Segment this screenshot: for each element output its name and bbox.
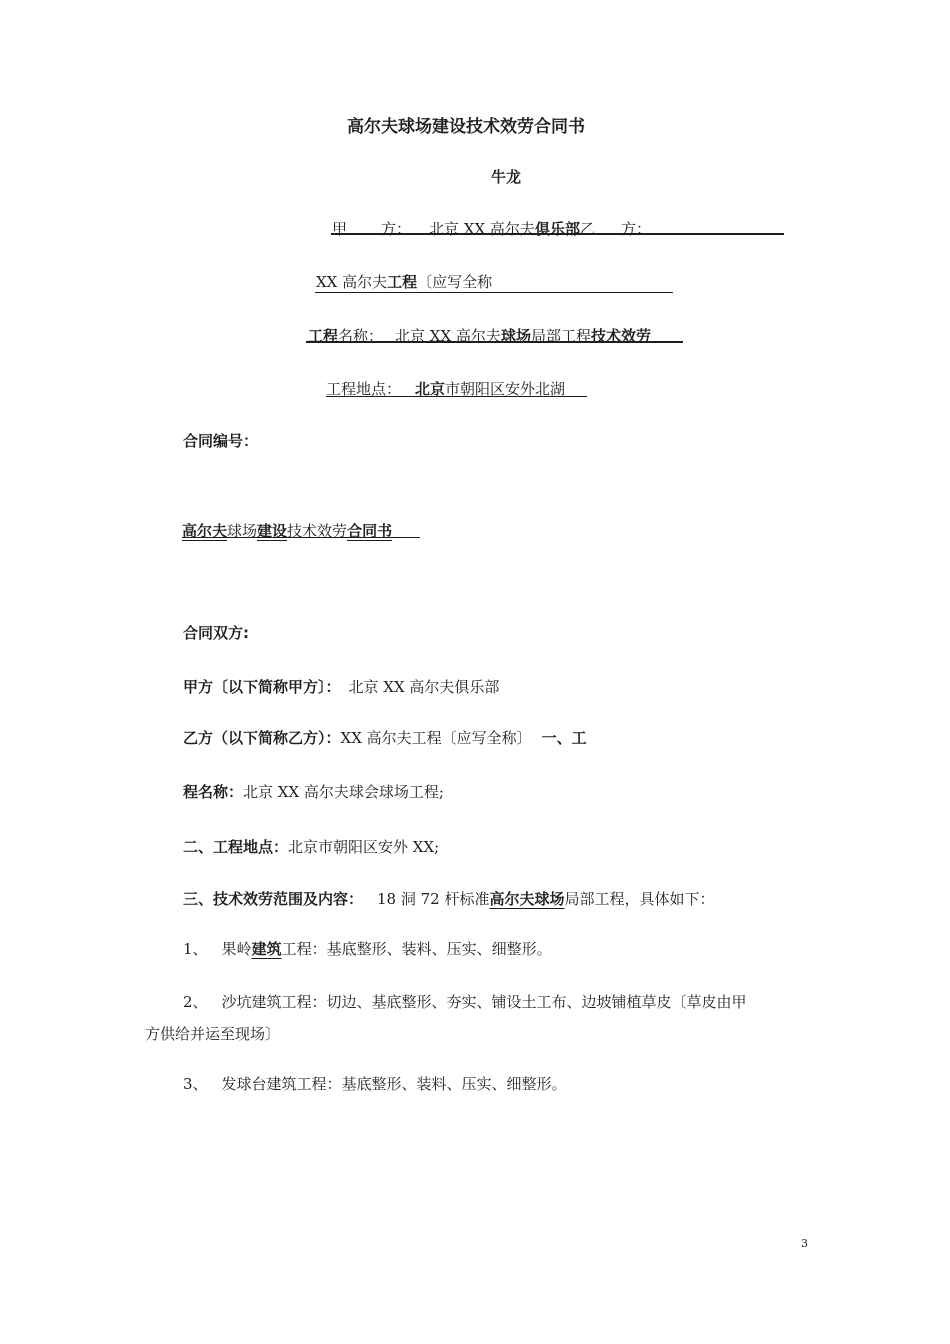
- list-item: [183, 938, 552, 959]
- location-paragraph: [183, 836, 439, 857]
- list-item: [183, 991, 747, 1012]
- party-b-label2: 方：: [620, 220, 651, 238]
- contract-number-label: 合同编号：: [183, 432, 259, 450]
- header-party-b-line: [316, 271, 492, 292]
- list-item-number: 1、: [183, 940, 208, 958]
- party-a-para-label: 甲方〔以下简称甲方〕：: [183, 678, 341, 696]
- party-a-value: 北京 XX 高尔夫: [429, 220, 535, 238]
- subtitle-part-3: 建设: [257, 522, 288, 540]
- header-party-b-underline: [315, 292, 673, 293]
- header-party-underline: [331, 233, 784, 235]
- subtitle-underline: [182, 537, 420, 538]
- party-b-para-tail: 一、工: [541, 729, 587, 747]
- location-para-label: 二、工程地点：: [183, 838, 289, 856]
- project-name-para-value: 北京 XX 高尔夫球会球场工程;: [243, 783, 444, 801]
- scope-paragraph: [183, 888, 715, 909]
- party-b-prefix: XX 高尔夫: [316, 273, 388, 291]
- location-value-bold: 北京: [415, 380, 446, 398]
- project-name-para-label: 程名称：: [183, 783, 244, 801]
- parties-heading: 合同双方:: [183, 624, 249, 642]
- party-a-value-bold: 俱乐部: [534, 220, 580, 238]
- project-name-label-bold: 工程: [308, 327, 339, 345]
- party-b-para-value: XX 高尔夫工程〔应写全称〕: [340, 729, 532, 747]
- party-a-paragraph: [183, 676, 499, 697]
- page-number: 3: [801, 1237, 808, 1250]
- list-item-number: 3、: [183, 1075, 208, 1093]
- party-b-label: 乙: [579, 220, 595, 238]
- scope-para-label: 三、技术效劳范围及内容：: [183, 890, 364, 908]
- project-name-value-bold: 球场: [500, 327, 531, 345]
- list-item-continuation: 方供给并运至现场〕: [145, 1025, 281, 1043]
- party-b-bold: 工程: [387, 273, 418, 291]
- list-item-number: 2、: [183, 993, 208, 1011]
- document-author: 牛龙: [491, 168, 522, 186]
- list-item-text: 工程：基底整形、装料、压实、细整形。: [281, 940, 552, 958]
- project-name-paragraph: [183, 781, 444, 802]
- project-name-value-pre: 北京 XX 高尔夫: [395, 327, 501, 345]
- scope-para-value-post: 局部工程，具体如下：: [564, 890, 715, 908]
- party-b-para-label: 乙方（以下简称乙方）：: [183, 729, 341, 747]
- subtitle-part-4: 技术效劳: [287, 522, 348, 540]
- project-name-value-mid: 局部工程: [530, 327, 591, 345]
- party-b-suffix: 〔应写全称: [417, 273, 493, 291]
- location-label: 工程地点：: [326, 380, 402, 398]
- list-item: [183, 1073, 567, 1094]
- subtitle-part-5: 合同书: [347, 522, 393, 540]
- header-party-line: [332, 218, 651, 239]
- scope-para-value-bold: 高尔夫球场: [489, 890, 565, 908]
- list-item-text: 沙坑建筑工程：切边、基底整形、夯实、铺设土工布、边坡铺植草皮〔草皮由甲: [221, 993, 747, 1011]
- document-title: 高尔夫球场建设技术效劳合同书: [347, 117, 585, 137]
- header-project-name-underline: [306, 341, 683, 343]
- list-item-text: 发球台建筑工程：基底整形、装料、压实、细整形。: [221, 1075, 567, 1093]
- scope-para-value-pre: 18 洞 72 杆标准: [377, 890, 490, 908]
- party-a-label: 甲: [332, 220, 348, 238]
- party-a-label2: 方：: [381, 220, 412, 238]
- location-value: 市朝阳区安外北湖: [445, 380, 566, 398]
- location-para-value: 北京市朝阳区安外 XX;: [288, 838, 440, 856]
- party-b-paragraph: [183, 727, 587, 748]
- list-item-bold: 建筑: [251, 940, 282, 958]
- subtitle-part-1: 高尔夫: [182, 522, 228, 540]
- header-location-underline: [326, 396, 587, 397]
- subtitle-part-2: 球场: [227, 522, 258, 540]
- party-a-para-value: 北京 XX 高尔夫俱乐部: [348, 678, 500, 696]
- project-name-value-bold2: 技术效劳: [590, 327, 651, 345]
- project-name-label: 名称：: [338, 327, 384, 345]
- list-item-pre: 果岭: [221, 940, 252, 958]
